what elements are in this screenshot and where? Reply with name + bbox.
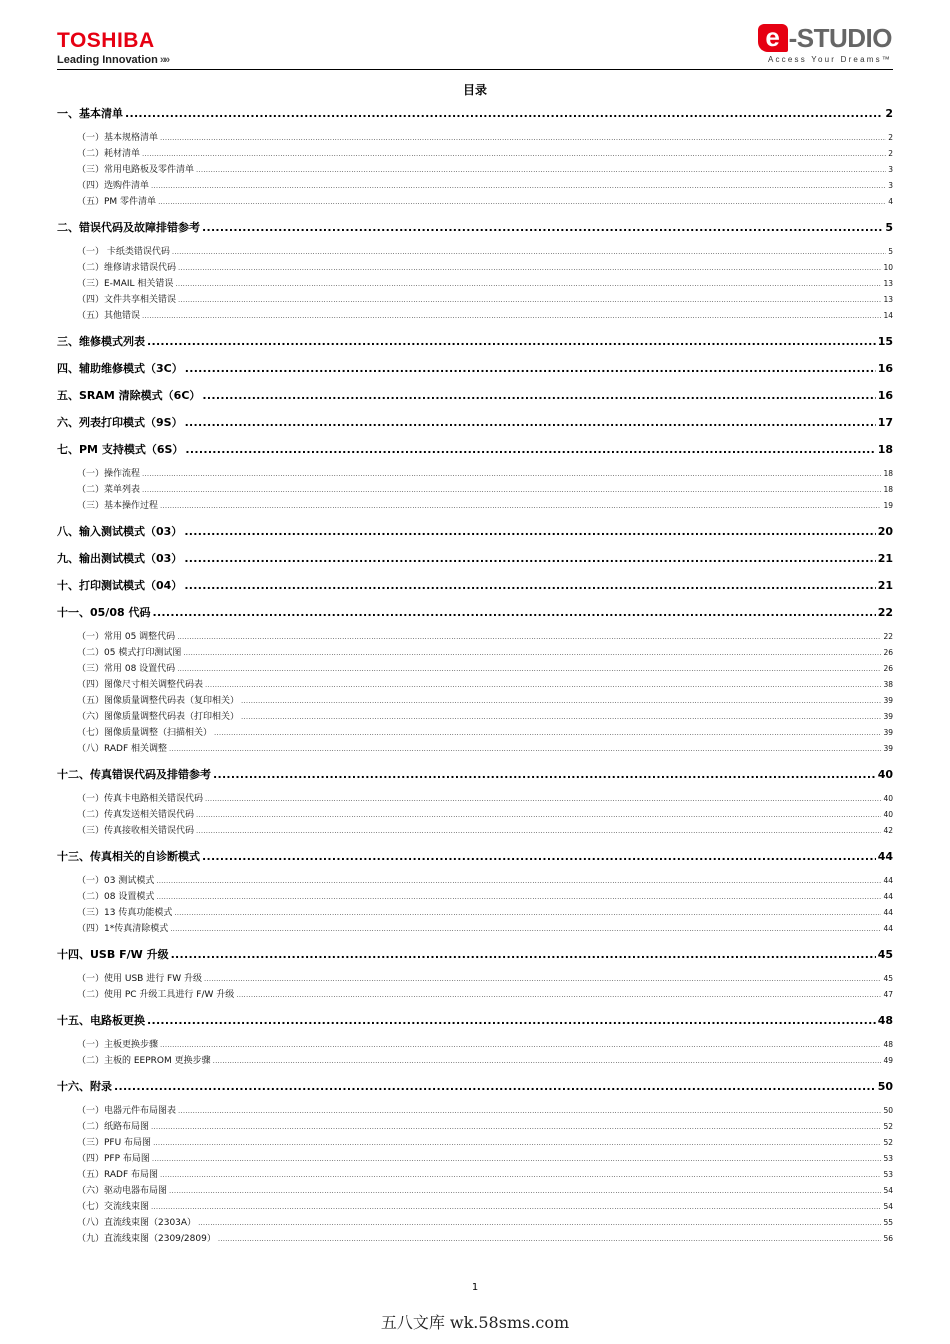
toc-entry-page: 38 — [883, 680, 893, 689]
toc-entry-label: （四）PFP 布局图 — [77, 1154, 150, 1164]
dot-leader — [142, 482, 881, 498]
dot-leader — [196, 823, 881, 839]
toc-entry-label: （七）图像质量调整（扫描相关） — [77, 728, 213, 738]
toc-entry-label: （六）驱动电器布局图 — [77, 1186, 168, 1196]
dot-leader — [152, 604, 875, 621]
dot-leader — [213, 1053, 882, 1069]
toc-subsection-entry[interactable] — [57, 308, 893, 324]
toc-entry-page: 50 — [877, 1080, 893, 1093]
toc-entry-page: 3 — [888, 165, 893, 174]
dot-leader — [160, 1037, 881, 1053]
toc-section-entry[interactable] — [57, 604, 893, 621]
toc-entry-page: 21 — [877, 552, 893, 565]
dot-leader — [178, 1103, 881, 1119]
dot-leader — [156, 873, 881, 889]
toc-entry-page: 26 — [883, 664, 893, 673]
toc-entry-page: 3 — [888, 181, 893, 190]
toc-section-entry[interactable] — [57, 946, 893, 963]
toc-subsection-entry[interactable] — [57, 725, 893, 741]
toc-entry-label: （一）常用 05 调整代码 — [77, 632, 176, 642]
dot-leader — [170, 921, 881, 937]
chevrons-icon: »» — [159, 54, 169, 66]
toc-entry-label: （一）主板更换步骤 — [77, 1040, 159, 1050]
toc-entry-label: （七）交流线束图 — [77, 1202, 150, 1212]
dot-leader — [174, 905, 881, 921]
toc-entry-label: 十三、传真相关的自诊断模式 — [57, 850, 200, 863]
toc-subsection-entry[interactable] — [57, 677, 893, 693]
toc-section-entry[interactable] — [57, 333, 893, 350]
toc-subsection-entry[interactable] — [57, 1231, 893, 1247]
toc-subsection-entry[interactable] — [57, 178, 893, 194]
dot-leader — [204, 971, 881, 987]
toc-subsection-entry[interactable] — [57, 292, 893, 308]
dot-leader — [151, 178, 886, 194]
toc-entry-label: 五、SRAM 清除模式（6C） — [57, 389, 201, 402]
toc-entry-page: 4 — [888, 197, 893, 206]
dot-leader — [151, 1199, 881, 1215]
toc-entry-page: 47 — [883, 990, 893, 999]
toc-entry-label: （四）选购件清单 — [77, 181, 150, 191]
toc-subsection-entry[interactable] — [57, 1151, 893, 1167]
toc-subsection-entry[interactable] — [57, 905, 893, 921]
toshiba-tagline — [57, 54, 168, 66]
toc-subsection-entry[interactable] — [57, 1135, 893, 1151]
dot-leader — [142, 146, 886, 162]
toc-subsection-entry[interactable] — [57, 130, 893, 146]
dot-leader — [152, 1151, 882, 1167]
toc-entry-page: 55 — [883, 1218, 893, 1227]
toc-subsection-entry[interactable] — [57, 260, 893, 276]
toshiba-wordmark: TOSHIBA — [57, 29, 155, 52]
toc-entry-page: 17 — [877, 416, 893, 429]
dot-leader — [185, 414, 876, 431]
toc-entry-page: 5 — [885, 221, 893, 234]
dot-leader — [177, 661, 881, 677]
toc-subsection-entry[interactable] — [57, 1103, 893, 1119]
toc-section-entry[interactable] — [57, 387, 893, 404]
toc-section-entry[interactable] — [57, 848, 893, 865]
toc-entry-page: 48 — [883, 1040, 893, 1049]
toc-entry-page: 52 — [883, 1138, 893, 1147]
estudio-tagline: Access Your Dreams™ — [767, 55, 892, 64]
toc-entry-page: 13 — [883, 295, 893, 304]
toc-entry-page: 45 — [877, 948, 893, 961]
dot-leader — [213, 766, 876, 783]
toc-entry-page: 54 — [883, 1202, 893, 1211]
toc-subsection-entry[interactable] — [57, 244, 893, 260]
toc-subsection-entry[interactable] — [57, 1037, 893, 1053]
dot-leader — [147, 1012, 876, 1029]
toc-entry-page: 2 — [885, 107, 893, 120]
toc-subsection-entry[interactable] — [57, 629, 893, 645]
toc-subsection-entry[interactable] — [57, 645, 893, 661]
toc-entry-label: 十、打印测试模式（04） — [57, 579, 183, 592]
toc-subsection-entry[interactable] — [57, 987, 893, 1003]
toc-subsection-entry[interactable] — [57, 661, 893, 677]
toc-entry-label: （二）05 模式打印测试图 — [77, 648, 182, 658]
dot-leader — [158, 194, 886, 210]
toc-entry-page: 2 — [888, 133, 893, 142]
toc-entry-label: 十六、附录 — [57, 1080, 112, 1093]
toc-entry-label: 十二、传真错误代码及排错参考 — [57, 768, 211, 781]
toc-entry-label: （三）常用 08 设置代码 — [77, 664, 176, 674]
toc-entry-label: （二）主板的 EEPROM 更换步骤 — [77, 1056, 211, 1066]
dot-leader — [184, 577, 875, 594]
dot-leader — [178, 260, 881, 276]
toc-entry-label: （五）PM 零件清单 — [77, 197, 157, 207]
toc-entry-label: （五）RADF 布局图 — [77, 1170, 159, 1180]
toc-entry-label: （一）使用 USB 进行 FW 升级 — [77, 974, 202, 984]
toc-entry-page: 44 — [883, 908, 893, 917]
toc-entry-label: （一）传真卡电路相关错误代码 — [77, 794, 204, 804]
toc-entry-label: （二）传真发送相关错误代码 — [77, 810, 195, 820]
dot-leader — [183, 645, 881, 661]
toc-entry-label: 十一、05/08 代码 — [57, 606, 151, 619]
dot-leader — [185, 360, 876, 377]
dot-leader — [236, 987, 881, 1003]
dot-leader — [172, 244, 886, 260]
toc-subsection-entry[interactable] — [57, 276, 893, 292]
toc-subsection-entry[interactable] — [57, 1053, 893, 1069]
toc-entry-label: （八）RADF 相关调整 — [77, 744, 168, 754]
dot-leader — [151, 1119, 881, 1135]
toc-entry-label: 四、辅助维修模式（3C） — [57, 362, 183, 375]
dot-leader — [196, 807, 881, 823]
toc-subsection-entry[interactable] — [57, 498, 893, 514]
dot-leader — [218, 1231, 882, 1247]
toc-entry-page: 18 — [883, 485, 893, 494]
toc-section-entry[interactable] — [57, 1078, 893, 1095]
toc-entry-label: 十四、USB F/W 升级 — [57, 948, 169, 961]
toc-entry-page: 14 — [883, 311, 893, 320]
toc-section-entry[interactable] — [57, 577, 893, 594]
toc-entry-label: （三）PFU 布局图 — [77, 1138, 152, 1148]
toc-subsection-entry[interactable] — [57, 823, 893, 839]
toc-subsection-entry[interactable] — [57, 791, 893, 807]
toc-entry-label: （二）08 设置模式 — [77, 892, 155, 902]
toc-entry-page: 10 — [883, 263, 893, 272]
toc-entry-label: （三）基本操作过程 — [77, 501, 159, 511]
toc-subsection-entry[interactable] — [57, 741, 893, 757]
dot-leader — [184, 523, 875, 540]
toc-entry-label: 三、维修模式列表 — [57, 335, 145, 348]
toc-entry-label: （二）菜单列表 — [77, 485, 141, 495]
toc-title: 目录 — [462, 83, 487, 97]
toc-entry-page: 53 — [883, 1170, 893, 1179]
toc-entry-page: 49 — [883, 1056, 893, 1065]
toshiba-tagline-text: Leading Innovation — [57, 54, 158, 66]
toc-entry-label: 十五、电路板更换 — [57, 1014, 145, 1027]
dot-leader — [202, 219, 883, 236]
toc-section-entry[interactable] — [57, 414, 893, 431]
toc-entry-label: 八、输入测试模式（03） — [57, 525, 183, 538]
toc-subsection-entry[interactable] — [57, 1119, 893, 1135]
toc-section-entry[interactable] — [57, 766, 893, 783]
toc-entry-page: 39 — [883, 712, 893, 721]
toc-subsection-entry[interactable] — [57, 1183, 893, 1199]
dot-leader — [205, 677, 881, 693]
dot-leader — [214, 725, 881, 741]
toc-entry-page: 44 — [877, 850, 893, 863]
toc-subsection-entry[interactable] — [57, 146, 893, 162]
toc-entry-page: 18 — [883, 469, 893, 478]
toc-entry-page: 44 — [883, 892, 893, 901]
toc-entry-label: （九）直流线束图（2309/2809） — [77, 1234, 216, 1244]
toc-entry-page: 42 — [883, 826, 893, 835]
toc-entry-page: 44 — [883, 924, 893, 933]
toc-entry-label: （一）操作流程 — [77, 469, 141, 479]
toc-entry-label: 二、错误代码及故障排错参考 — [57, 221, 200, 234]
toc-entry-page: 19 — [883, 501, 893, 510]
toc-entry-page: 40 — [877, 768, 893, 781]
toc-section-entry[interactable] — [57, 1012, 893, 1029]
toc-entry-page: 45 — [883, 974, 893, 983]
watermark: 五八文库 wk.58sms.com — [380, 1313, 570, 1332]
estudio-wordmark: -STUDIO — [788, 23, 892, 53]
toc-entry-label: （二）维修请求错误代码 — [77, 263, 177, 273]
toc-entry-label: （一）03 测试模式 — [77, 876, 155, 886]
toc-entry-label: （四）文件共享相关错误 — [77, 295, 177, 305]
toc-entry-page: 22 — [883, 632, 893, 641]
toc-subsection-entry[interactable] — [57, 971, 893, 987]
toc-entry-page: 52 — [883, 1122, 893, 1131]
estudio-logo — [758, 24, 892, 64]
toc-subsection-entry[interactable] — [57, 162, 893, 178]
dot-leader — [156, 889, 881, 905]
toc-entry-page: 56 — [883, 1234, 893, 1243]
dot-leader — [142, 466, 881, 482]
toc-subsection-entry[interactable] — [57, 194, 893, 210]
page-number: 1 — [471, 1282, 479, 1293]
toc-subsection-entry[interactable] — [57, 807, 893, 823]
toc-entry-label: 七、PM 支持模式（6S） — [57, 443, 184, 456]
dot-leader — [202, 848, 876, 865]
table-of-contents — [57, 105, 893, 1247]
toc-subsection-entry[interactable] — [57, 1215, 893, 1231]
toc-entry-label: （三）E-MAIL 相关错误 — [77, 279, 174, 289]
toc-entry-page: 53 — [883, 1154, 893, 1163]
dot-leader — [241, 693, 881, 709]
dot-leader — [160, 1167, 881, 1183]
toc-entry-page: 39 — [883, 744, 893, 753]
toc-entry-label: （一）电器元件布局图表 — [77, 1106, 177, 1116]
toshiba-logo — [57, 30, 168, 66]
toc-subsection-entry[interactable] — [57, 873, 893, 889]
toc-subsection-entry[interactable] — [57, 1167, 893, 1183]
toc-entry-label: 九、输出测试模式（03） — [57, 552, 183, 565]
toc-entry-page: 48 — [877, 1014, 893, 1027]
dot-leader — [125, 105, 883, 122]
dot-leader — [175, 276, 881, 292]
estudio-e-badge: e — [758, 24, 788, 52]
dot-leader — [178, 292, 881, 308]
dot-leader — [160, 498, 881, 514]
toc-section-entry[interactable] — [57, 105, 893, 122]
toc-entry-label: （一）基本规格清单 — [77, 133, 159, 143]
toc-entry-label: （二）耗材清单 — [77, 149, 141, 159]
toc-entry-page: 39 — [883, 728, 893, 737]
toc-entry-page: 16 — [877, 389, 893, 402]
toc-entry-label: （二）纸路布局图 — [77, 1122, 150, 1132]
toc-entry-label: （五）图像质量调整代码表（复印相关） — [77, 696, 240, 706]
dot-leader — [241, 709, 881, 725]
dot-leader — [147, 333, 876, 350]
toc-entry-label: 六、列表打印模式（9S） — [57, 416, 183, 429]
dot-leader — [114, 1078, 876, 1095]
toc-entry-label: （一） 卡纸类错误代码 — [77, 247, 170, 257]
toc-entry-page: 40 — [883, 810, 893, 819]
dot-leader — [160, 130, 886, 146]
toc-section-entry[interactable] — [57, 360, 893, 377]
dot-leader — [205, 791, 881, 807]
dot-leader — [202, 387, 875, 404]
toc-subsection-entry[interactable] — [57, 1199, 893, 1215]
dot-leader — [171, 946, 876, 963]
dot-leader — [169, 1183, 881, 1199]
toc-section-entry[interactable] — [57, 219, 893, 236]
dot-leader — [142, 308, 881, 324]
toc-entry-page: 44 — [883, 876, 893, 885]
toc-entry-label: （三）常用电路板及零件清单 — [77, 165, 195, 175]
dot-leader — [177, 629, 881, 645]
toc-entry-page: 40 — [883, 794, 893, 803]
toc-entry-label: （五）其他错误 — [77, 311, 141, 321]
toc-subsection-entry[interactable] — [57, 889, 893, 905]
toc-entry-page: 26 — [883, 648, 893, 657]
dot-leader — [169, 741, 881, 757]
toc-section-entry[interactable] — [57, 550, 893, 567]
toc-subsection-entry[interactable] — [57, 466, 893, 482]
toc-section-entry[interactable] — [57, 441, 893, 458]
toc-subsection-entry[interactable] — [57, 693, 893, 709]
toc-entry-page: 50 — [883, 1106, 893, 1115]
toc-entry-label: （四）1*传真清除模式 — [77, 924, 169, 934]
dot-leader — [196, 162, 886, 178]
toc-subsection-entry[interactable] — [57, 482, 893, 498]
toc-entry-label: （六）图像质量调整代码表（打印相关） — [77, 712, 240, 722]
toc-entry-page: 22 — [877, 606, 893, 619]
toc-entry-page: 16 — [877, 362, 893, 375]
header-divider — [57, 69, 893, 70]
toc-entry-page: 21 — [877, 579, 893, 592]
dot-leader — [198, 1215, 881, 1231]
dot-leader — [184, 550, 875, 567]
toc-entry-page: 39 — [883, 696, 893, 705]
page-header — [0, 0, 950, 72]
dot-leader — [153, 1135, 881, 1151]
dot-leader — [185, 441, 875, 458]
toc-section-entry[interactable] — [57, 523, 893, 540]
toc-subsection-entry[interactable] — [57, 921, 893, 937]
toc-entry-label: （四）图像尺寸相关调整代码表 — [77, 680, 204, 690]
toc-entry-page: 15 — [877, 335, 893, 348]
toc-entry-page: 13 — [883, 279, 893, 288]
toc-entry-label: 一、基本清单 — [57, 107, 123, 120]
toc-entry-label: （八）直流线束图（2303A） — [77, 1218, 197, 1228]
toc-entry-label: （二）使用 PC 升级工具进行 F/W 升级 — [77, 990, 235, 1000]
toc-entry-page: 5 — [888, 247, 893, 256]
toc-entry-page: 18 — [877, 443, 893, 456]
toc-subsection-entry[interactable] — [57, 709, 893, 725]
toc-entry-page: 54 — [883, 1186, 893, 1195]
toc-entry-label: （三）传真接收相关错误代码 — [77, 826, 195, 836]
toc-entry-page: 20 — [877, 525, 893, 538]
toc-entry-label: （三）13 传真功能模式 — [77, 908, 173, 918]
toc-entry-page: 2 — [888, 149, 893, 158]
